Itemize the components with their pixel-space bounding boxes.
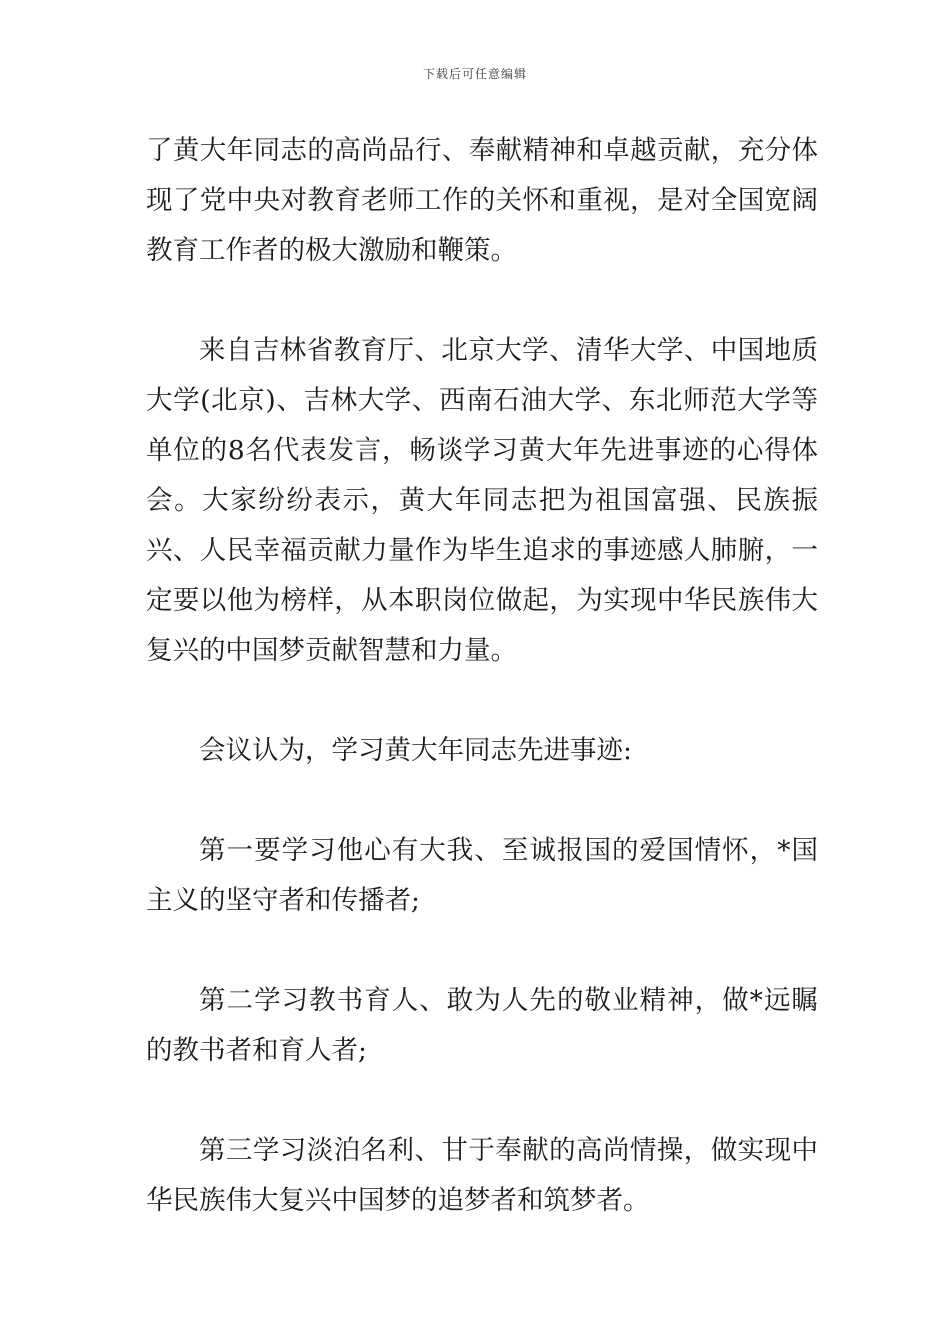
paragraph-point-one: 第一要学习他心有大我、至诚报国的爱国情怀，*国主义的坚守者和传播者; (146, 835, 818, 916)
paragraph-point-two: 第二学习教书育人、敢为人先的敬业精神，做*远瞩的教书者和育人者; (146, 985, 818, 1066)
paragraph-point-three: 第三学习淡泊名利、甘于奉献的高尚情操，做实现中华民族伟大复兴中国梦的追梦者和筑梦者。 (146, 1135, 818, 1216)
paragraph-meeting-conclusion: 会议认为，学习黄大年同志先进事迹: (199, 735, 632, 766)
header-note: 下载后可任意编辑 (422, 67, 527, 81)
paragraph-continuation: 了黄大年同志的高尚品行、奉献精神和卓越贡献，充分体现了党中央对教育老师工作的关怀和重视，是对全国宽阔教育工作者的极大激励和鞭策。 (146, 135, 818, 266)
document-body (146, 126, 818, 1226)
paragraph-representatives: 来自吉林省教育厅、北京大学、清华大学、中国地质大学(北京)、吉林大学、西南石油大学、东北师范大学等单位的8名代表发言，畅谈学习黄大年先进事迹的心得体会。大家纷纷表示，黄大年同志把为祖国富强、民族振兴、人民幸福贡献力量作为毕生追求的事迹感人肺腑，一定要以他为榜样，从本职岗位做起，为实现中华民族伟大复兴的中国梦贡献智慧和力量。 (146, 335, 818, 666)
